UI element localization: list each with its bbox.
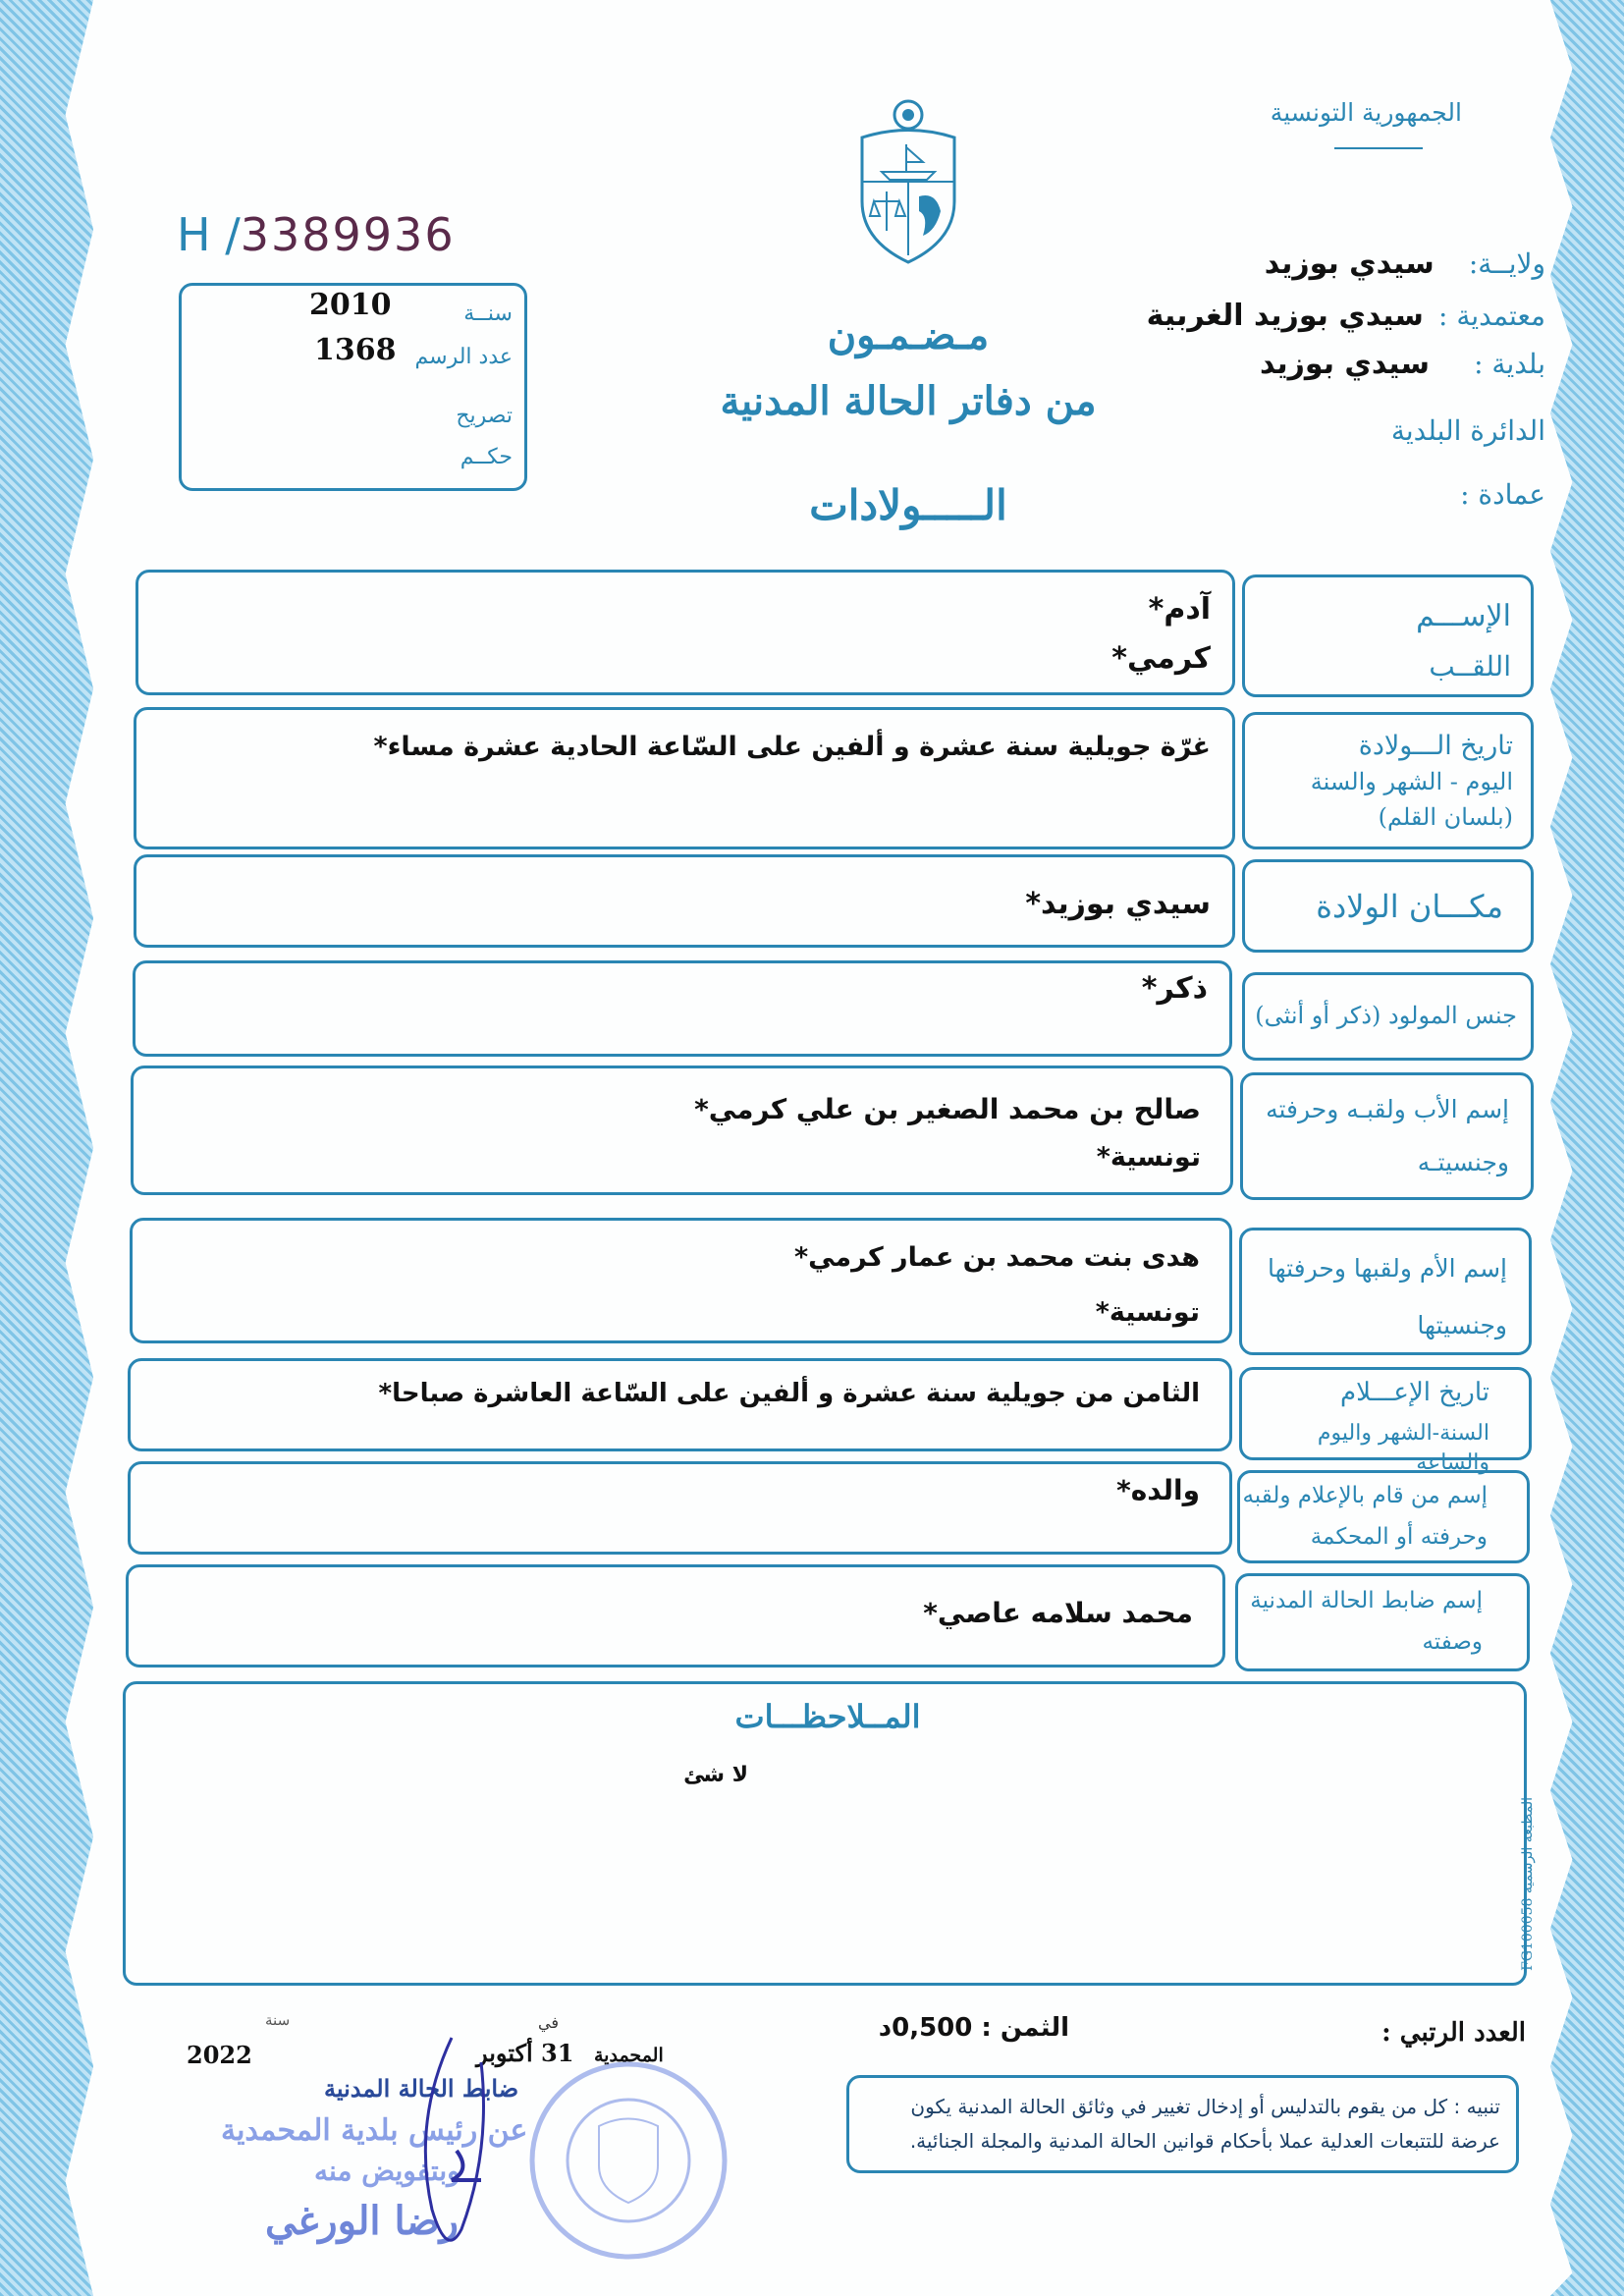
officer-title: ضابط الحالة المدنية	[324, 2074, 519, 2103]
birth-place-value: سيدي بوزيد*	[1025, 887, 1211, 921]
mother-value: هدى بنت محمد بن عمار كرمي*	[794, 1242, 1200, 1273]
record-number-value: 1368	[314, 333, 397, 367]
serial-prefix: H /	[177, 208, 241, 261]
municipality-value: سيدي بوزيد	[1260, 347, 1430, 381]
officer-sublabel: وصفته	[1422, 1629, 1483, 1655]
delegation-value: سيدي بوزيد الغربية	[1146, 299, 1424, 333]
sex-label: جنس المولود (ذكر أو أنثى)	[1255, 1002, 1517, 1029]
footer-place: المحمدية	[594, 2045, 664, 2066]
republic-label: الجمهورية التونسية	[1270, 98, 1462, 127]
price-label: الثمن :	[981, 2013, 1069, 2043]
coat-of-arms-icon	[852, 93, 965, 265]
value-box-declaration-date	[128, 1358, 1232, 1451]
father-nationality-value: تونسية*	[1096, 1142, 1201, 1173]
declarant-value: والده*	[1116, 1474, 1200, 1506]
value-box-mother	[130, 1218, 1232, 1343]
imada-label: عمادة :	[1460, 478, 1545, 511]
birth-date-value: غرّة جويلية سنة عشرة و ألفين على السّاعة الحادية عشرة مساء*	[373, 732, 1211, 762]
value-box-name	[135, 570, 1235, 695]
declarant-label: إسم من قام بالإعلام ولقبه	[1242, 1483, 1488, 1508]
officer-label: إسم ضابط الحالة المدنية	[1250, 1588, 1483, 1613]
value-box-birth-date	[134, 707, 1235, 849]
mother-nationality-label: وجنسيتها	[1417, 1311, 1507, 1339]
delegation-label: معتمدية :	[1438, 300, 1545, 332]
birth-date-note: (بلسان القلم)	[1378, 803, 1513, 831]
value-box-birth-place	[134, 854, 1235, 948]
remarks-box	[123, 1681, 1527, 1986]
official-seal-icon	[515, 2057, 741, 2264]
footer-in-label: في	[538, 2013, 559, 2032]
label-box-declaration-date	[1239, 1367, 1532, 1475]
footer-year-label: سنة	[265, 2011, 291, 2029]
district-label: الدائرة البلدية	[1390, 414, 1545, 447]
warning-text: تنبيه : كل من يقوم بالتدليس أو إدخال تغيير في وثائق الحالة المدنية يكون عرضة للتتبعات العدلية عملا بأحكام قوانين الحالة المدنية والمجلة الجنائية.	[909, 2095, 1500, 2153]
label-box-name	[1242, 574, 1534, 697]
father-label: إسم الأب ولقبـه وحرفته	[1266, 1095, 1509, 1123]
serial-value: 3389936	[240, 208, 456, 261]
price-line	[879, 2013, 1069, 2043]
printer-mark: المطبعة الرسمية FG100058	[1520, 1797, 1536, 1971]
year-value: 2010	[309, 288, 392, 322]
birth-date-label: تاريخ الـــولادة	[1358, 731, 1513, 761]
father-value: صالح بن محمد الصغير بن علي كرمي*	[694, 1093, 1201, 1125]
value-box-father	[131, 1066, 1233, 1195]
divider	[1334, 147, 1423, 149]
value-box-officer	[126, 1564, 1225, 1667]
record-box	[179, 283, 527, 491]
label-box-sex	[1242, 972, 1534, 1061]
stamp-text-mayor: عن رئيس بلدية المحمدية	[221, 2113, 528, 2148]
serial-number	[177, 208, 456, 261]
signature-icon	[393, 2033, 511, 2269]
record-number-label: عدد الرسم	[414, 345, 513, 369]
year-label: سنــة	[463, 301, 513, 326]
warning-box	[846, 2075, 1519, 2173]
declaration-date-value: الثامن من جويلية سنة عشرة و ألفين على السّاعة العاشرة صباحا*	[378, 1379, 1200, 1408]
stamp-name: رضا الورغي	[265, 2198, 459, 2244]
price-value: 0,500د	[878, 2013, 973, 2043]
label-box-father	[1240, 1072, 1534, 1200]
remarks-title: المــلاحظـــات	[734, 1698, 921, 1735]
title-births: الـــــولادات	[809, 481, 1007, 529]
declarant-sublabel: وحرفته أو المحكمة	[1310, 1524, 1488, 1550]
label-box-birth-place	[1242, 859, 1534, 953]
value-box-declarant	[128, 1461, 1232, 1555]
mother-nationality-value: تونسية*	[1095, 1297, 1200, 1328]
sex-value: ذكر*	[1141, 971, 1208, 1006]
judgment-label: حكــم	[460, 445, 513, 469]
father-nationality-label: وجنسيتـه	[1417, 1148, 1509, 1176]
declaration-label: تصريح	[456, 404, 513, 428]
wilaya-value: سيدي بوزيد	[1264, 246, 1435, 281]
serial-order-label: العدد الرتبي :	[1381, 2018, 1526, 2048]
label-box-birth-date	[1242, 712, 1534, 849]
value-box-sex	[133, 960, 1232, 1057]
label-box-declarant	[1237, 1470, 1530, 1563]
wilaya-line	[1055, 246, 1545, 283]
wilaya-label: ولايــة:	[1468, 247, 1545, 280]
title-registers: من دفاتر الحالة المدنية	[720, 378, 1097, 424]
officer-value: محمد سلامه عاصي*	[923, 1597, 1193, 1629]
footer-year-value: 2022	[187, 2041, 252, 2069]
remarks-value: لا شئ	[683, 1763, 748, 1787]
declaration-date-sublabel: السنة-الشهر واليوم والساعة	[1317, 1421, 1489, 1475]
footer-date-value: 31 أكتوبر	[476, 2039, 574, 2067]
birth-place-label: مكـــان الولادة	[1316, 888, 1503, 925]
stamp-text-delegation: وبتفويض منه	[314, 2155, 460, 2187]
name-label: الإســـم	[1416, 599, 1511, 633]
birth-date-sublabel: اليوم - الشهر والسنة	[1310, 768, 1513, 795]
surname-value: كرمي*	[1111, 641, 1211, 676]
label-box-officer	[1235, 1573, 1530, 1671]
surname-label: اللقــب	[1429, 650, 1511, 683]
name-value: آدم*	[1148, 592, 1211, 627]
label-box-mother	[1239, 1228, 1532, 1355]
declaration-date-label: تاريخ الإعـــلام	[1339, 1378, 1489, 1407]
title-mazmoun: مـضـمـون	[827, 312, 990, 358]
municipality-label: بلدية :	[1474, 348, 1545, 380]
mother-label: إسم الأم ولقبها وحرفتها	[1267, 1254, 1507, 1283]
